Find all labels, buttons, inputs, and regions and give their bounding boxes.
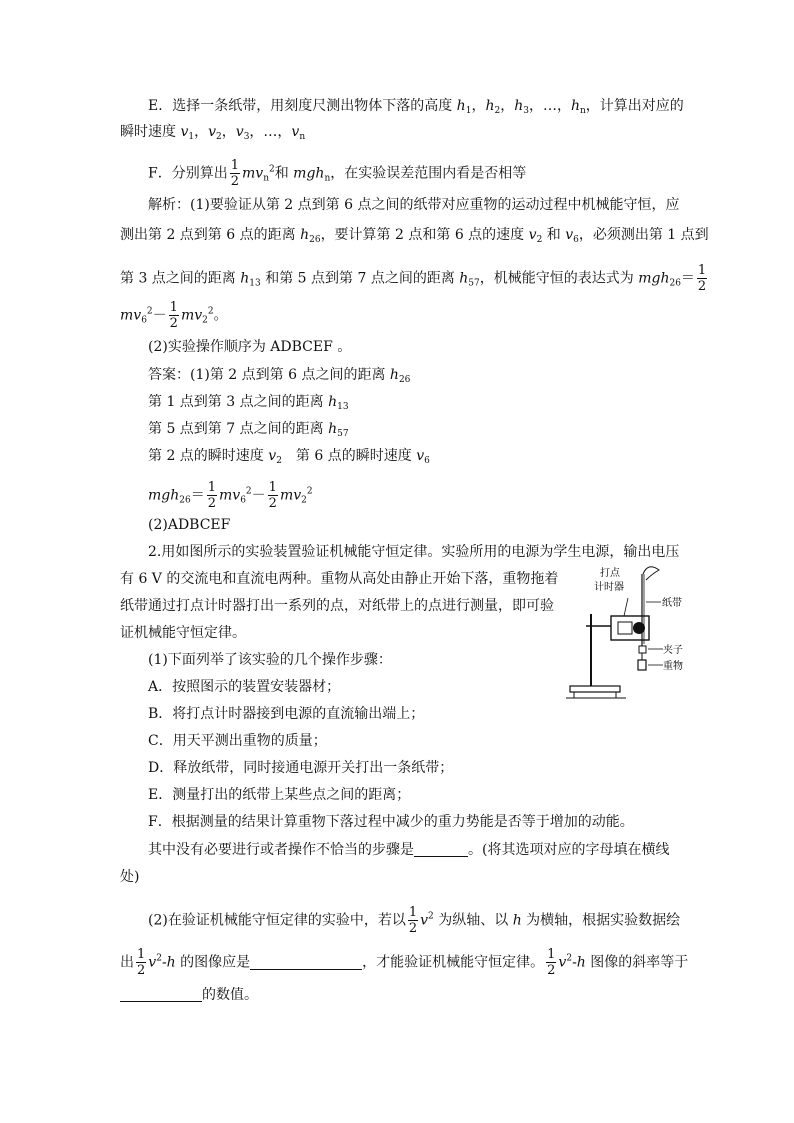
label-clip: 夹子 <box>663 645 683 656</box>
step-b: B．将打点计时器接到电源的直流输出端上； <box>148 706 425 722</box>
answer-blank-3[interactable] <box>120 985 202 1002</box>
question-2-part-2-line-3: 的数值。 <box>120 985 258 1005</box>
timer-disc <box>633 622 645 634</box>
answer-line-5: mgh$_{26}$＝ $\frac{1}{2}$ $mv_6^2-$ $\frac{1}{2}$ $mv_2^2$ <box>148 480 313 511</box>
question-2-line-1: 2.用如图所示的实验装置验证机械能守恒定律。实验所用的电源为学生电源，输出电压 <box>148 544 680 560</box>
step-c: C．用天平测出重物的质量； <box>148 733 327 749</box>
question-2-line-4: 证机械能守恒定律。 <box>120 625 246 641</box>
step-f: F．根据测量的结果计算重物下落过程中减少的重力势能是否等于增加的动能。 <box>148 814 634 830</box>
clip <box>639 646 646 653</box>
fraction-half: $\frac{1}{2}$ <box>547 947 556 978</box>
apparatus-figure <box>566 556 696 716</box>
analysis-line-3: 第 3 点之间的距离 $h_{13}$ 和第 5 点到第 7 点之间的距离 $h_{57}$，机械能守恒的表达式为 mgh$_{26}$＝ $\frac{1}{2}$ <box>120 263 707 294</box>
step-e: E．测量打出的纸带上某些点之间的距离； <box>148 787 411 803</box>
answer-line-6: (2)ADBCEF <box>148 517 231 533</box>
fraction-half: $\frac{1}{2}$ <box>137 947 146 978</box>
step-a: A．按照图示的装置安装器材； <box>148 679 341 695</box>
answer-line-1: 答案：(1)第 2 点到第 6 点之间的距离 $h_{26}$ <box>148 367 411 385</box>
answer-blank-1[interactable] <box>414 840 468 857</box>
question-2-prompt-line-2: 处) <box>120 869 140 885</box>
fraction-half: $\frac{1}{2}$ <box>230 158 239 189</box>
label-tape: 纸带 <box>662 598 682 609</box>
apparatus-diagram <box>566 556 696 716</box>
analysis-line-1: 解析：(1)要验证从第 2 点到第 6 点之间的纸带对应重物的运动过程中机械能守恒，应 <box>148 197 680 213</box>
analysis-line-2: 测出第 2 点到第 6 点的距离 $h_{26}$，要计算第 2 点和第 6 点的速度 $v_2$ 和 $v_6$，必须测出第 1 点到 <box>120 227 709 245</box>
fraction-half: $\frac{1}{2}$ <box>268 480 277 511</box>
option-f-line: F．分别算出 $\frac{1}{2}$ $mv_n^2$和 mgh$_n$，在实验误差范围内看是否相等 <box>148 158 527 189</box>
step-d: D．释放纸带，同时接通电源开关打出一条纸带； <box>148 760 454 776</box>
label-timer-2: 计时器 <box>594 582 624 593</box>
question-2-prompt-line-1: 其中没有必要进行或者操作不恰当的步骤是 。(将其选项对应的字母填在横线 <box>148 842 670 858</box>
question-2-part-2-line-1: (2)在验证机械能守恒定律的实验中，若以 $\frac{1}{2}$ $v^2$ 为纵轴、以 h 为横轴，根据实验数据绘 <box>148 905 681 936</box>
answer-line-2: 第 1 点到第 3 点之间的距离 $h_{13}$ <box>148 394 349 412</box>
answer-line-4: 第 2 点的瞬时速度 $v_2$ 第 6 点的瞬时速度 $v_6$ <box>148 448 430 466</box>
fraction-half: $\frac{1}{2}$ <box>169 300 178 331</box>
label-timer: 打点 <box>600 568 620 579</box>
question-2-part-1: (1)下面列举了该实验的几个操作步骤： <box>148 652 392 668</box>
label-weight: 重物 <box>663 661 683 672</box>
fraction-half: $\frac{1}{2}$ <box>207 480 216 511</box>
weight <box>638 660 646 670</box>
option-e-line-1: E．选择一条纸带，用刻度尺测出物体下落的高度 $h_1$，$h_2$，$h_3$，…，$h_n$，计算出对应的 <box>148 98 684 116</box>
stand-base <box>570 686 620 692</box>
option-e-line-2: 瞬时速度 $v_1$，$v_2$，$v_3$，…，$v_n$ <box>120 124 306 142</box>
answer-blank-2[interactable] <box>250 953 362 970</box>
question-2-line-2: 有 6 V 的交流电和直流电两种。重物从高处由静止开始下落，重物拖着 <box>120 571 559 587</box>
tape-curl <box>643 567 659 580</box>
analysis-line-5: (2)实验操作顺序为 ADBCEF 。 <box>148 339 352 355</box>
question-2-part-2-line-2: 出 $\frac{1}{2}$ $v^2-h$ 的图像应是 ，才能验证机械能守恒定律。 $\frac{1}{2}$ $v^2-h$ 图像的斜率等于 <box>120 947 689 978</box>
analysis-line-4: $mv_6^2-$ $\frac{1}{2}$ $mv_2^2$。 <box>120 300 228 331</box>
fraction-half: $\frac{1}{2}$ <box>697 263 707 294</box>
fraction-half: $\frac{1}{2}$ <box>408 905 418 936</box>
question-2-line-3: 纸带通过打点计时器打出一系列的点，对纸带上的点进行测量，即可验 <box>120 598 554 614</box>
answer-line-3: 第 5 点到第 7 点之间的距离 $h_{57}$ <box>148 421 349 439</box>
